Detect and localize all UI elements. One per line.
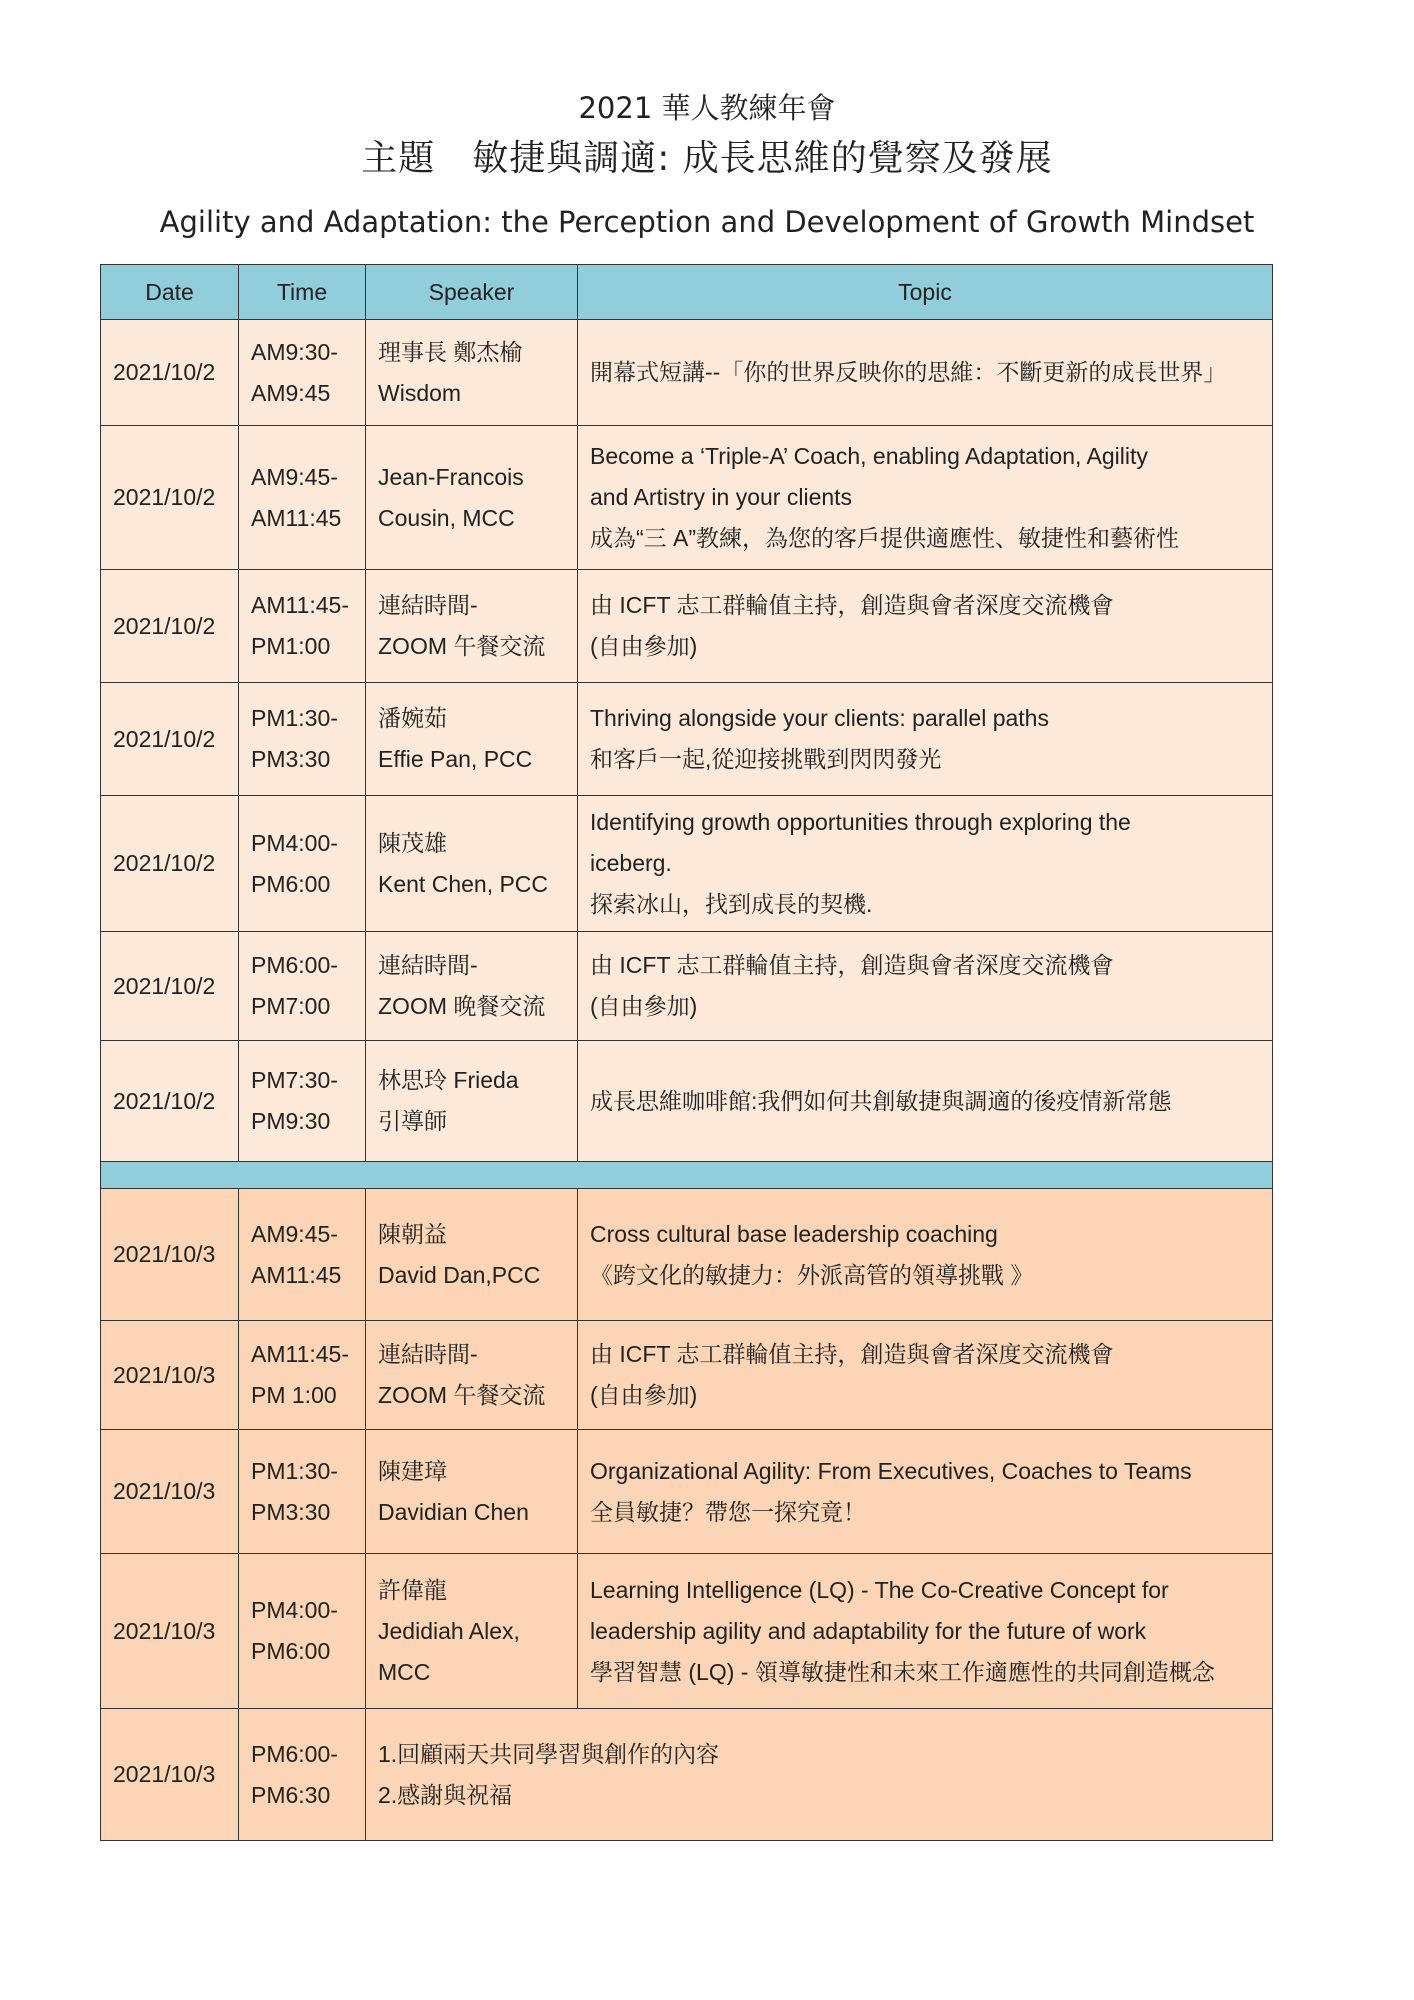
date-cell: 2021/10/2	[101, 796, 239, 932]
cell-line: 探索冰山，找到成長的契機.	[590, 891, 873, 917]
cell-line: Effie Pan, PCC	[378, 746, 533, 772]
speaker-cell	[366, 1554, 578, 1709]
cell-line: Cross cultural base leadership coaching	[590, 1220, 998, 1247]
date-cell: 2021/10/2	[101, 426, 239, 570]
cell-line: MCC	[378, 1658, 431, 1685]
speaker-cell	[366, 1430, 578, 1554]
cell-line: PM1:30-	[251, 705, 338, 731]
cell-line: PM7:30-	[251, 1067, 338, 1093]
time-cell	[239, 932, 366, 1041]
cell-line: AM11:45-	[251, 592, 350, 618]
speaker-cell	[366, 1189, 578, 1321]
cell-line: ZOOM 午餐交流	[378, 1382, 546, 1408]
date-cell: 2021/10/2	[101, 570, 239, 683]
cell-line: PM3:30	[251, 746, 331, 772]
topic-cell	[578, 426, 1273, 570]
speaker-cell	[366, 1041, 578, 1162]
cell-line: 連結時間-	[378, 952, 478, 978]
topic-cell	[578, 796, 1273, 932]
time-cell	[239, 796, 366, 932]
cell-line: 1.回顧兩天共同學習與創作的內容	[378, 1740, 720, 1767]
date-cell: 2021/10/3	[101, 1430, 239, 1554]
cell-line: 成長思維咖啡館:我們如何共創敏捷與調適的後疫情新常態	[590, 1087, 1172, 1114]
cell-line: Jedidiah Alex,	[378, 1617, 520, 1644]
cell-line: 引導師	[378, 1108, 447, 1134]
time-cell	[239, 1041, 366, 1162]
cell-line: and Artistry in your clients	[590, 484, 853, 510]
cell-line: Thriving alongside your clients: parallel paths	[590, 705, 1049, 731]
table-row	[101, 932, 1273, 1041]
day-separator-row	[101, 1162, 1273, 1189]
cell-line: AM9:45	[251, 379, 331, 406]
cell-line: PM4:00-	[251, 829, 338, 856]
speaker-cell	[366, 683, 578, 796]
cell-line: PM 1:00	[251, 1382, 337, 1408]
cell-line: 理事長 鄭杰榆	[378, 338, 523, 365]
theme-english: Agility and Adaptation: the Perception and Development of Growth Mindset	[159, 205, 1255, 239]
time-cell	[239, 426, 366, 570]
cell-line: AM11:45	[251, 1261, 342, 1288]
cell-line: 2.感謝與祝福	[378, 1781, 513, 1808]
time-cell	[239, 1189, 366, 1321]
cell-line: 連結時間-	[378, 1341, 478, 1367]
cell-line: Identifying growth opportunities through exploring the	[590, 809, 1131, 835]
header-topic: Topic	[578, 265, 1273, 320]
cell-line: PM7:00	[251, 993, 331, 1019]
cell-line: 學習智慧 (LQ) - 領導敏捷性和未來工作適應性的共同創造概念	[590, 1658, 1215, 1685]
cell-line: 《跨文化的敏捷力：外派高管的領導挑戰 》	[590, 1261, 1034, 1288]
cell-line: Jean-Francois	[378, 463, 524, 490]
header-speaker: Speaker	[366, 265, 578, 320]
cell-line: David Dan,PCC	[378, 1261, 541, 1288]
cell-line: AM9:45-	[251, 463, 338, 490]
speaker-cell	[366, 1321, 578, 1430]
theme-chinese: 主題 敏捷與調適: 成長思維的覺察及發展	[361, 138, 1053, 179]
topic-cell	[578, 1189, 1273, 1321]
table-row	[101, 1430, 1273, 1554]
cell-line: iceberg.	[590, 850, 672, 876]
cell-line: 和客戶一起,從迎接挑戰到閃閃發光	[590, 746, 942, 772]
speaker-cell	[366, 320, 578, 426]
event-title: 2021 華人教練年會	[578, 91, 836, 125]
topic-cell	[578, 1041, 1273, 1162]
cell-line: AM11:45-	[251, 1341, 350, 1367]
cell-line: 陳朝益	[378, 1220, 447, 1247]
cell-line: 林思玲 Frieda	[378, 1067, 519, 1093]
table-row	[101, 1189, 1273, 1321]
cell-line: Davidian Chen	[378, 1498, 529, 1525]
table-header-row	[101, 265, 1273, 320]
topic-cell	[578, 1430, 1273, 1554]
cell-line: Cousin, MCC	[378, 504, 515, 531]
cell-line: 潘婉茹	[378, 705, 447, 731]
cell-line: 開幕式短講--「你的世界反映你的思維：不斷更新的成長世界」	[590, 359, 1227, 385]
cell-line: Learning Intelligence (LQ) - The Co-Creative Concept for	[590, 1576, 1169, 1603]
topic-cell	[578, 320, 1273, 426]
table-row	[101, 683, 1273, 796]
date-cell: 2021/10/2	[101, 683, 239, 796]
cell-line: PM6:00-	[251, 1740, 338, 1767]
time-cell	[239, 320, 366, 426]
date-cell: 2021/10/3	[101, 1189, 239, 1321]
cell-line: ZOOM 午餐交流	[378, 633, 546, 659]
cell-line: 全員敏捷？帶您一探究竟！	[590, 1498, 866, 1525]
time-cell	[239, 1554, 366, 1709]
day-separator	[101, 1162, 1273, 1189]
table-row	[101, 320, 1273, 426]
cell-line: PM9:30	[251, 1108, 331, 1134]
cell-line: (自由參加)	[590, 993, 698, 1019]
cell-line: PM1:30-	[251, 1457, 338, 1484]
cell-line: PM6:00-	[251, 952, 338, 978]
cell-line: Become a ‘Triple-A’ Coach, enabling Adaptation, Agility	[590, 443, 1148, 469]
speaker-cell	[366, 796, 578, 932]
cell-line: AM9:45-	[251, 1220, 338, 1247]
topic-cell	[578, 1554, 1273, 1709]
cell-line: 陳建璋	[378, 1457, 447, 1484]
date-cell: 2021/10/2	[101, 320, 239, 426]
topic-cell	[578, 570, 1273, 683]
cell-line: 陳茂雄	[378, 829, 447, 856]
title-block	[0, 88, 1414, 242]
speaker-cell	[366, 570, 578, 683]
header-date: Date	[101, 265, 239, 320]
date-cell: 2021/10/3	[101, 1321, 239, 1430]
cell-line: PM3:30	[251, 1498, 331, 1525]
cell-line: 由 ICFT 志工群輪值主持，創造與會者深度交流機會	[590, 1341, 1114, 1367]
closing-items-cell	[366, 1709, 1273, 1841]
cell-line: Wisdom	[378, 379, 462, 406]
date-cell: 2021/10/2	[101, 1041, 239, 1162]
cell-line: PM1:00	[251, 633, 331, 659]
cell-line: Organizational Agility: From Executives, Coaches to Teams	[590, 1457, 1192, 1484]
time-cell	[239, 1709, 366, 1841]
topic-cell	[578, 1321, 1273, 1430]
table-row	[101, 796, 1273, 932]
cell-line: 連結時間-	[378, 592, 478, 618]
cell-line: (自由參加)	[590, 1382, 698, 1408]
cell-line: (自由參加)	[590, 633, 698, 659]
cell-line: 成為“三 A”教練，為您的客戶提供適應性、敏捷性和藝術性	[590, 525, 1180, 551]
speaker-cell	[366, 426, 578, 570]
cell-line: leadership agility and adaptability for the future of work	[590, 1617, 1147, 1644]
cell-line: PM4:00-	[251, 1597, 338, 1623]
table-row	[101, 426, 1273, 570]
time-cell	[239, 683, 366, 796]
date-cell: 2021/10/2	[101, 932, 239, 1041]
table-row	[101, 1554, 1273, 1709]
table-row	[101, 1321, 1273, 1430]
cell-line: Kent Chen, PCC	[378, 870, 549, 897]
topic-cell	[578, 932, 1273, 1041]
topic-cell	[578, 683, 1273, 796]
cell-line: 由 ICFT 志工群輪值主持，創造與會者深度交流機會	[590, 592, 1114, 618]
cell-line: 許偉龍	[378, 1576, 447, 1603]
cell-line: 由 ICFT 志工群輪值主持，創造與會者深度交流機會	[590, 952, 1114, 978]
closing-row	[101, 1709, 1273, 1841]
time-cell	[239, 1430, 366, 1554]
cell-line: ZOOM 晚餐交流	[378, 993, 546, 1019]
date-cell: 2021/10/3	[101, 1709, 239, 1841]
date-cell: 2021/10/3	[101, 1554, 239, 1709]
header-time: Time	[239, 265, 366, 320]
schedule-table	[100, 264, 1273, 1841]
time-cell	[239, 570, 366, 683]
cell-line: AM9:30-	[251, 338, 338, 365]
cell-line: AM11:45	[251, 504, 342, 531]
cell-line: PM6:00	[251, 870, 331, 897]
cell-line: PM6:00	[251, 1638, 331, 1664]
time-cell	[239, 1321, 366, 1430]
table-row	[101, 570, 1273, 683]
cell-line: PM6:30	[251, 1781, 331, 1808]
table-row	[101, 1041, 1273, 1162]
speaker-cell	[366, 932, 578, 1041]
